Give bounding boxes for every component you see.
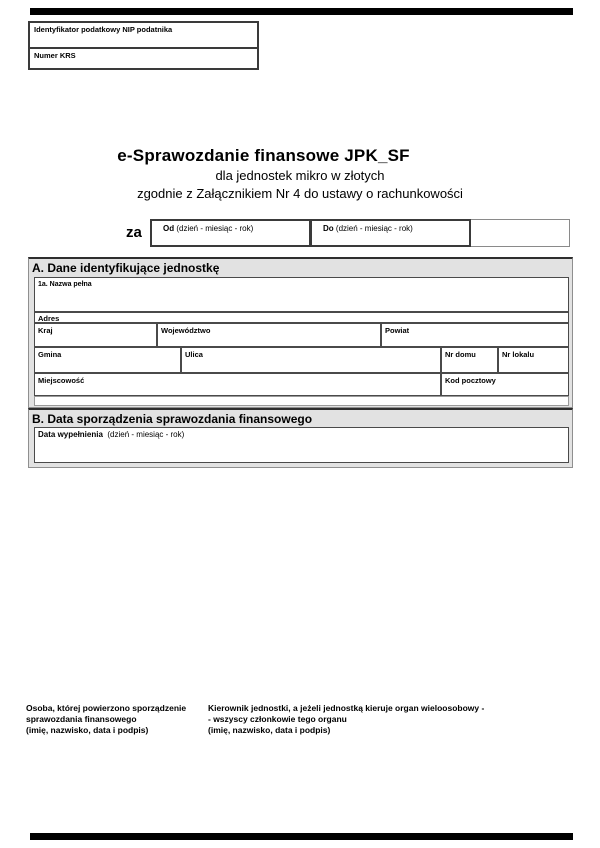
signature-line: (imię, nazwisko, data i podpis) [208,724,331,735]
nazwa-pelna-label: 1a. Nazwa pełna [38,281,92,288]
section-a [28,257,573,408]
miejscowosc-label: Miejscowość [38,376,85,385]
date-to-field[interactable] [310,219,471,247]
kod-pocztowy-field[interactable] [441,373,569,396]
registration-bar-bottom [30,833,573,840]
date-from-field[interactable] [150,219,311,247]
signature-line: - wszyscy członkowie tego organu [208,713,347,724]
data-wypelnienia-field[interactable] [34,427,569,463]
signature-block-manager [208,703,508,735]
wojewodztwo-label: Województwo [161,326,211,335]
signature-line: Osoba, której powierzono sporządzenie [26,703,187,713]
gmina-label: Gmina [38,350,62,359]
nr-lokalu-field[interactable] [498,347,569,373]
nip-field[interactable] [30,23,257,49]
gmina-field[interactable] [34,347,181,373]
section-b [28,408,573,468]
ulica-field[interactable] [181,347,441,373]
nr-domu-label: Nr domu [445,350,476,359]
kod-pocztowy-label: Kod pocztowy [445,376,496,385]
section-a-header: A. Dane identyfikujące jednostkę [32,261,220,275]
powiat-field[interactable] [381,323,569,347]
nr-lokalu-label: Nr lokalu [502,350,535,359]
section-b-header: B. Data sporządzenia sprawozdania finansowego [32,412,313,426]
nr-domu-field[interactable] [441,347,498,373]
signature-block-preparer [26,703,206,735]
registration-bar-top [30,8,573,15]
empty-row [34,396,569,406]
krs-label: Numer KRS [34,51,76,60]
signature-line: sprawozdania finansowego [26,713,137,724]
krs-field[interactable] [30,49,257,68]
signature-line: Kierownik jednostki, a jeżeli jednostką kieruje organ wieloosobowy - [208,703,485,713]
date-to-label: Do (dzień - miesiąc - rok) [323,224,413,233]
kraj-field[interactable] [34,323,157,347]
period-box [150,219,570,247]
data-wypelnienia-label: Data wypełnienia (dzień - miesiąc - rok) [38,430,185,439]
adres-label: Adres [38,314,60,323]
nazwa-pelna-field[interactable] [34,277,569,312]
signature-line: (imię, nazwisko, data i podpis) [26,724,149,735]
tax-id-box [28,21,259,70]
wojewodztwo-field[interactable] [157,323,381,347]
miejscowosc-field[interactable] [34,373,441,396]
kraj-label: Kraj [38,326,53,335]
form-subtitle-1: dla jednostek mikro w złotych [215,168,385,183]
adres-row [34,312,569,323]
powiat-label: Powiat [385,326,410,335]
ulica-label: Ulica [185,350,203,359]
nip-label: Identyfikator podatkowy NIP podatnika [34,25,173,34]
form-subtitle-2: zgodnie z Załącznikiem Nr 4 do ustawy o rachunkowości [137,186,463,201]
form-title: e-Sprawozdanie finansowe JPK_SF [117,146,410,165]
date-from-label: Od (dzień - miesiąc - rok) [163,224,254,233]
period-za-label: za [126,224,142,241]
